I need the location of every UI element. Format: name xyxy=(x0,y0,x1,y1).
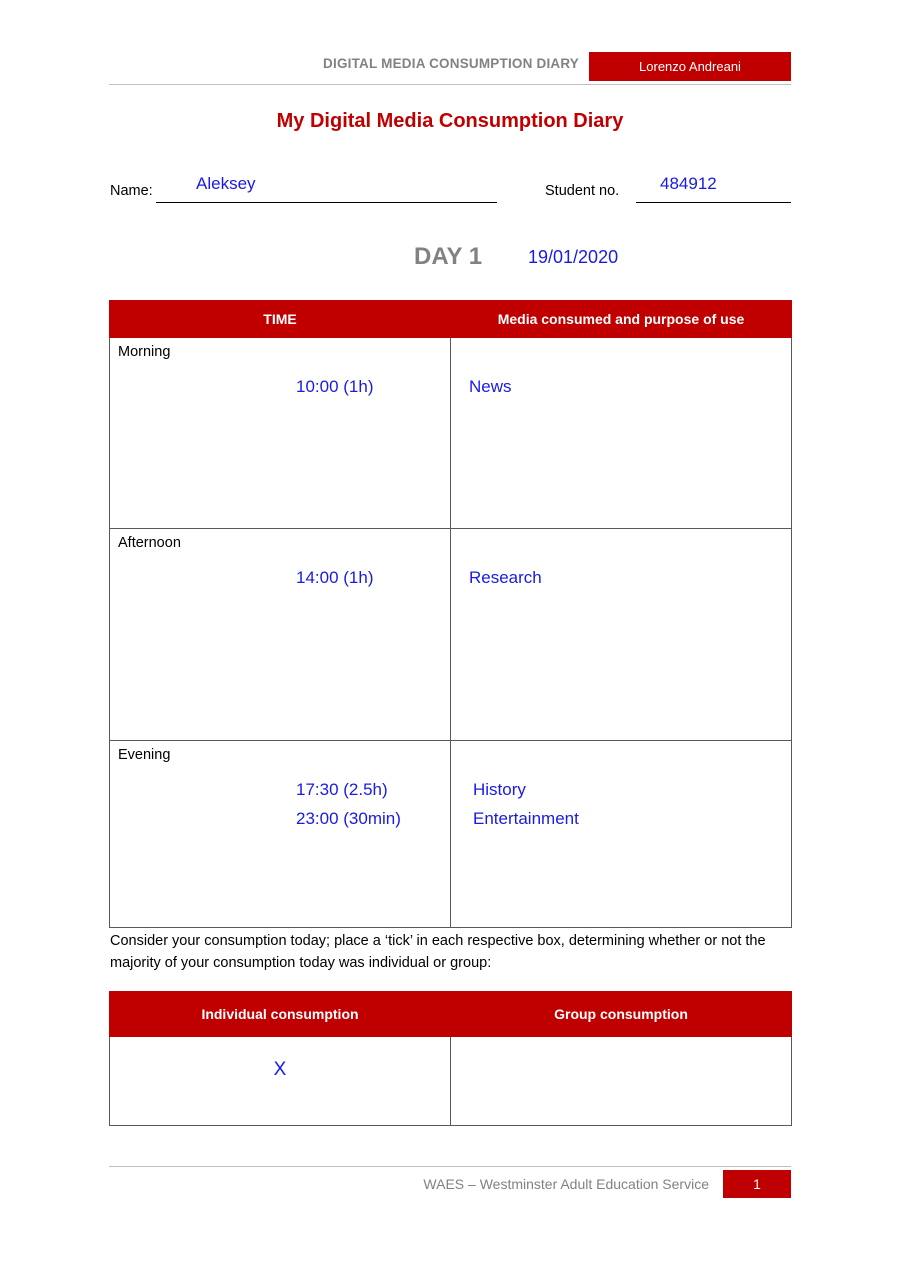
period-label-evening: Evening xyxy=(118,747,171,763)
page-title: My Digital Media Consumption Diary xyxy=(276,110,624,132)
consumption-table xyxy=(109,991,792,1126)
header-title: DIGITAL MEDIA CONSUMPTION DIARY xyxy=(323,56,579,71)
day-heading xyxy=(0,243,900,279)
student-number-value[interactable]: 484912 xyxy=(660,174,717,193)
table-row xyxy=(110,1037,792,1126)
diary-header-time: TIME xyxy=(110,301,451,338)
media-entries-morning[interactable]: News xyxy=(469,377,512,396)
consumption-header-individual: Individual consumption xyxy=(110,992,451,1037)
period-label-afternoon: Afternoon xyxy=(118,535,181,551)
consumption-header-group: Group consumption xyxy=(451,992,792,1037)
instruction-text: Consider your consumption today; place a ‘tick’ in each respective box, determining whether or not the majority of your consumption today was individual or group: xyxy=(110,933,766,971)
diary-table-header-row xyxy=(110,301,792,338)
period-label-morning: Morning xyxy=(118,344,171,360)
diary-cell-media-morning[interactable] xyxy=(451,338,792,529)
document-header xyxy=(109,52,791,82)
time-entries-afternoon[interactable]: 14:00 (1h) xyxy=(296,568,374,587)
table-row xyxy=(110,529,792,741)
name-field-underline xyxy=(156,202,497,203)
diary-cell-media-afternoon[interactable] xyxy=(451,529,792,741)
diary-cell-time-afternoon[interactable] xyxy=(110,529,451,741)
footer-organisation-text: WAES – Westminster Adult Education Service xyxy=(423,1176,709,1192)
diary-cell-media-evening[interactable] xyxy=(451,741,792,928)
consumption-table-header-row xyxy=(110,992,792,1037)
header-divider xyxy=(109,84,791,85)
time-entries-morning[interactable]: 10:00 (1h) xyxy=(296,377,374,396)
diary-cell-time-evening[interactable] xyxy=(110,741,451,928)
day-date-value[interactable]: 19/01/2020 xyxy=(528,247,619,267)
footer-divider xyxy=(109,1166,791,1167)
table-row xyxy=(110,741,792,928)
diary-header-media: Media consumed and purpose of use xyxy=(451,301,792,338)
consumption-cell-individual[interactable] xyxy=(110,1037,451,1126)
identity-fields xyxy=(0,172,900,204)
name-label: Name: xyxy=(110,183,153,199)
student-number-underline xyxy=(636,202,791,203)
diary-cell-time-morning[interactable] xyxy=(110,338,451,529)
consumption-cell-group[interactable] xyxy=(451,1037,792,1126)
student-number-label: Student no. xyxy=(545,183,620,199)
name-field-value[interactable]: Aleksey xyxy=(196,174,256,193)
day-label: DAY 1 xyxy=(414,243,483,270)
media-entries-afternoon[interactable]: Research xyxy=(469,568,542,587)
individual-tick-mark[interactable]: X xyxy=(273,1059,287,1080)
footer-page-number: 1 xyxy=(723,1170,791,1198)
document-footer xyxy=(109,1170,791,1198)
header-author-badge: Lorenzo Andreani xyxy=(589,52,791,81)
media-entries-evening[interactable]: History Entertainment xyxy=(473,780,579,828)
time-entries-evening[interactable]: 17:30 (2.5h) 23:00 (30min) xyxy=(296,780,401,828)
diary-table xyxy=(109,300,792,928)
table-row xyxy=(110,338,792,529)
